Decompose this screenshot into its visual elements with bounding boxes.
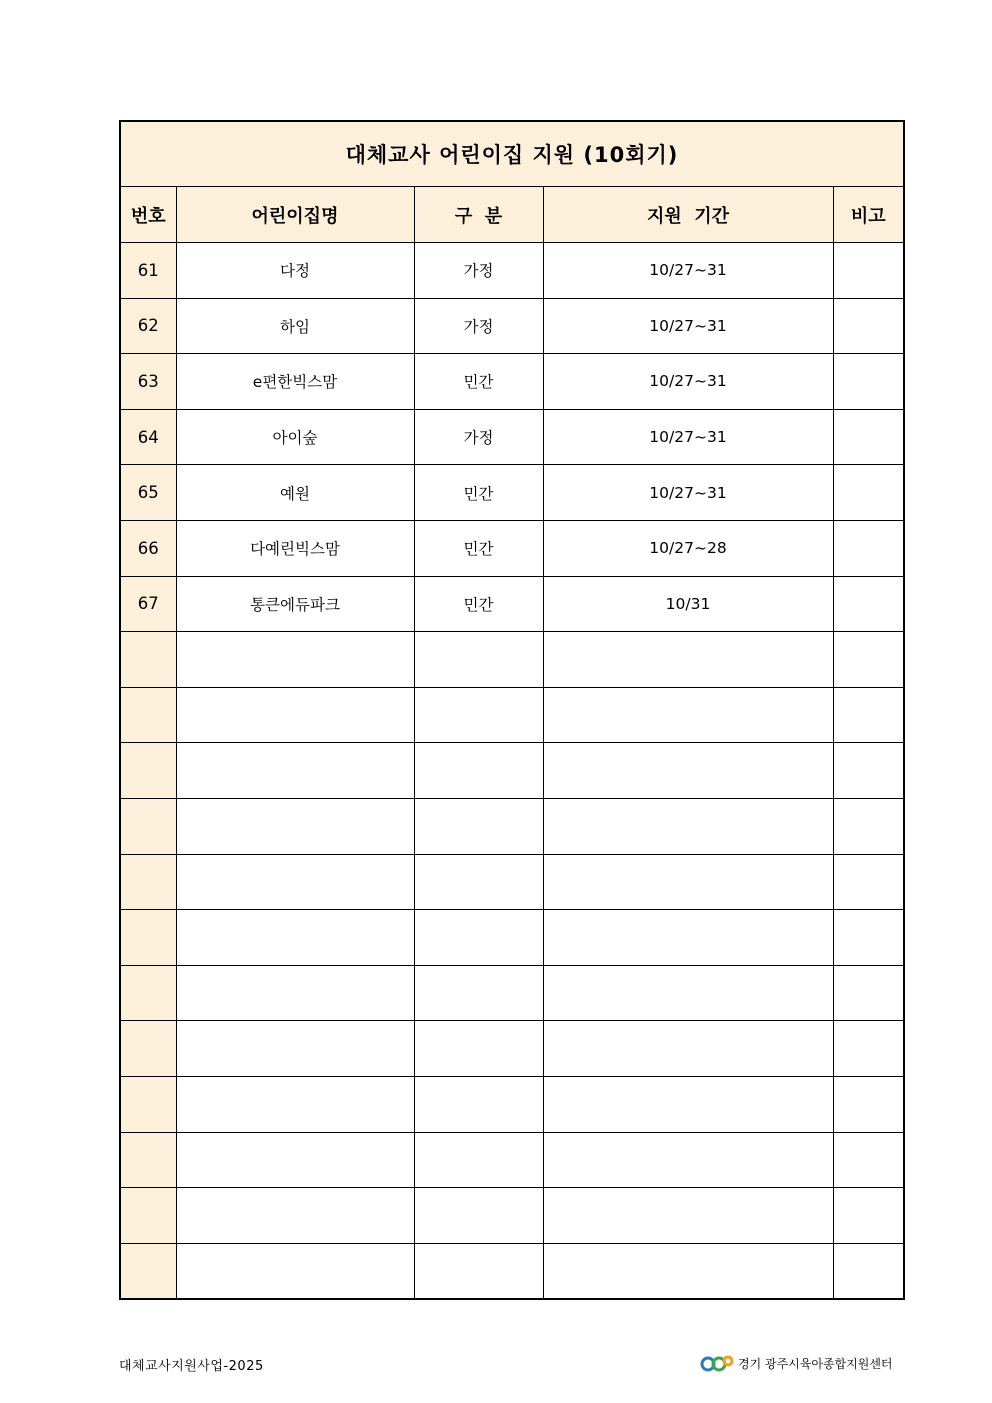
cell-type: 민간 <box>414 465 543 521</box>
cell-num <box>120 1132 176 1188</box>
cell-period <box>543 910 833 966</box>
table-row <box>120 965 904 1021</box>
cell-note <box>833 409 904 465</box>
cell-type: 가정 <box>414 409 543 465</box>
cell-daycare-name <box>176 632 414 688</box>
cell-daycare-name: 통큰에듀파크 <box>176 576 414 632</box>
cell-type <box>414 632 543 688</box>
cell-note <box>833 1076 904 1132</box>
cell-note <box>833 854 904 910</box>
cell-period <box>543 1188 833 1244</box>
cell-daycare-name <box>176 1188 414 1244</box>
footer-project-label: 대체교사지원사업-2025 <box>119 1359 264 1374</box>
table-row <box>120 632 904 688</box>
cell-note <box>833 243 904 299</box>
cell-type <box>414 687 543 743</box>
cell-type: 민간 <box>414 520 543 576</box>
cell-num: 66 <box>120 520 176 576</box>
cell-type <box>414 910 543 966</box>
cell-num <box>120 1076 176 1132</box>
cell-num <box>120 854 176 910</box>
cell-num <box>120 1243 176 1299</box>
cell-daycare-name: 예원 <box>176 465 414 521</box>
cell-note <box>833 798 904 854</box>
cell-note <box>833 1188 904 1244</box>
cell-num: 62 <box>120 298 176 354</box>
cell-period <box>543 743 833 799</box>
table-row <box>120 409 904 465</box>
cell-daycare-name <box>176 1243 414 1299</box>
cell-note <box>833 576 904 632</box>
cell-period <box>543 632 833 688</box>
table-row <box>120 520 904 576</box>
column-header-name: 어린이집명 <box>176 187 414 243</box>
cell-num <box>120 965 176 1021</box>
cell-period: 10/31 <box>543 576 833 632</box>
table-row <box>120 243 904 299</box>
column-header-period: 지원 기간 <box>543 187 833 243</box>
cell-daycare-name: 다정 <box>176 243 414 299</box>
table-row <box>120 798 904 854</box>
cell-type <box>414 965 543 1021</box>
table-row <box>120 1188 904 1244</box>
cell-note <box>833 1021 904 1077</box>
cell-type: 가정 <box>414 243 543 299</box>
cell-num: 63 <box>120 354 176 410</box>
table-title: 대체교사 어린이집 지원 (10회기) <box>120 121 904 187</box>
cell-note <box>833 743 904 799</box>
cell-note <box>833 1243 904 1299</box>
cell-num <box>120 798 176 854</box>
cell-daycare-name <box>176 1021 414 1077</box>
cell-note <box>833 298 904 354</box>
cell-num: 67 <box>120 576 176 632</box>
cell-type <box>414 743 543 799</box>
cell-period: 10/27~31 <box>543 465 833 521</box>
cell-num <box>120 743 176 799</box>
table-row <box>120 465 904 521</box>
cell-note <box>833 687 904 743</box>
cell-type <box>414 798 543 854</box>
footer-org <box>700 1352 893 1374</box>
cell-period: 10/27~28 <box>543 520 833 576</box>
table-row <box>120 854 904 910</box>
column-header-note: 비고 <box>833 187 904 243</box>
cell-type <box>414 1188 543 1244</box>
table-row <box>120 1076 904 1132</box>
cell-num: 61 <box>120 243 176 299</box>
table-row <box>120 743 904 799</box>
cell-daycare-name <box>176 798 414 854</box>
cell-type: 민간 <box>414 354 543 410</box>
cell-daycare-name <box>176 1132 414 1188</box>
column-header-num: 번호 <box>120 187 176 243</box>
cell-note <box>833 1132 904 1188</box>
cell-daycare-name: 아이숲 <box>176 409 414 465</box>
table-row <box>120 1132 904 1188</box>
cell-num <box>120 910 176 966</box>
table-row <box>120 1243 904 1299</box>
cell-period <box>543 1021 833 1077</box>
cell-period: 10/27~31 <box>543 243 833 299</box>
cell-period: 10/27~31 <box>543 409 833 465</box>
cell-note <box>833 465 904 521</box>
cell-num: 64 <box>120 409 176 465</box>
cell-note <box>833 965 904 1021</box>
cell-num <box>120 1188 176 1244</box>
cell-num <box>120 1021 176 1077</box>
cell-type: 가정 <box>414 298 543 354</box>
cell-period <box>543 1076 833 1132</box>
table-row <box>120 1021 904 1077</box>
table-body <box>120 243 904 1300</box>
cell-daycare-name <box>176 687 414 743</box>
cell-daycare-name: 하임 <box>176 298 414 354</box>
table-row <box>120 910 904 966</box>
support-table-sheet <box>119 120 903 1300</box>
org-logo-icon <box>700 1352 734 1374</box>
cell-note <box>833 520 904 576</box>
cell-period <box>543 687 833 743</box>
cell-type <box>414 854 543 910</box>
cell-note <box>833 910 904 966</box>
cell-daycare-name: 다예린빅스맘 <box>176 520 414 576</box>
cell-daycare-name <box>176 910 414 966</box>
table-row <box>120 298 904 354</box>
column-header-type: 구 분 <box>414 187 543 243</box>
footer-org-name: 경기 광주시육아종합지원센터 <box>738 1356 893 1371</box>
cell-daycare-name <box>176 1076 414 1132</box>
cell-note <box>833 354 904 410</box>
cell-period <box>543 798 833 854</box>
cell-num <box>120 632 176 688</box>
cell-num <box>120 687 176 743</box>
cell-type <box>414 1021 543 1077</box>
cell-type <box>414 1076 543 1132</box>
cell-daycare-name <box>176 743 414 799</box>
cell-num: 65 <box>120 465 176 521</box>
cell-daycare-name: e편한빅스맘 <box>176 354 414 410</box>
cell-type: 민간 <box>414 576 543 632</box>
cell-period: 10/27~31 <box>543 354 833 410</box>
cell-period <box>543 1243 833 1299</box>
table-row <box>120 687 904 743</box>
cell-daycare-name <box>176 854 414 910</box>
cell-period <box>543 854 833 910</box>
cell-daycare-name <box>176 965 414 1021</box>
table-row <box>120 576 904 632</box>
cell-period <box>543 1132 833 1188</box>
cell-period: 10/27~31 <box>543 298 833 354</box>
table-row <box>120 354 904 410</box>
cell-type <box>414 1132 543 1188</box>
cell-type <box>414 1243 543 1299</box>
support-table <box>119 120 905 1300</box>
cell-note <box>833 632 904 688</box>
cell-period <box>543 965 833 1021</box>
